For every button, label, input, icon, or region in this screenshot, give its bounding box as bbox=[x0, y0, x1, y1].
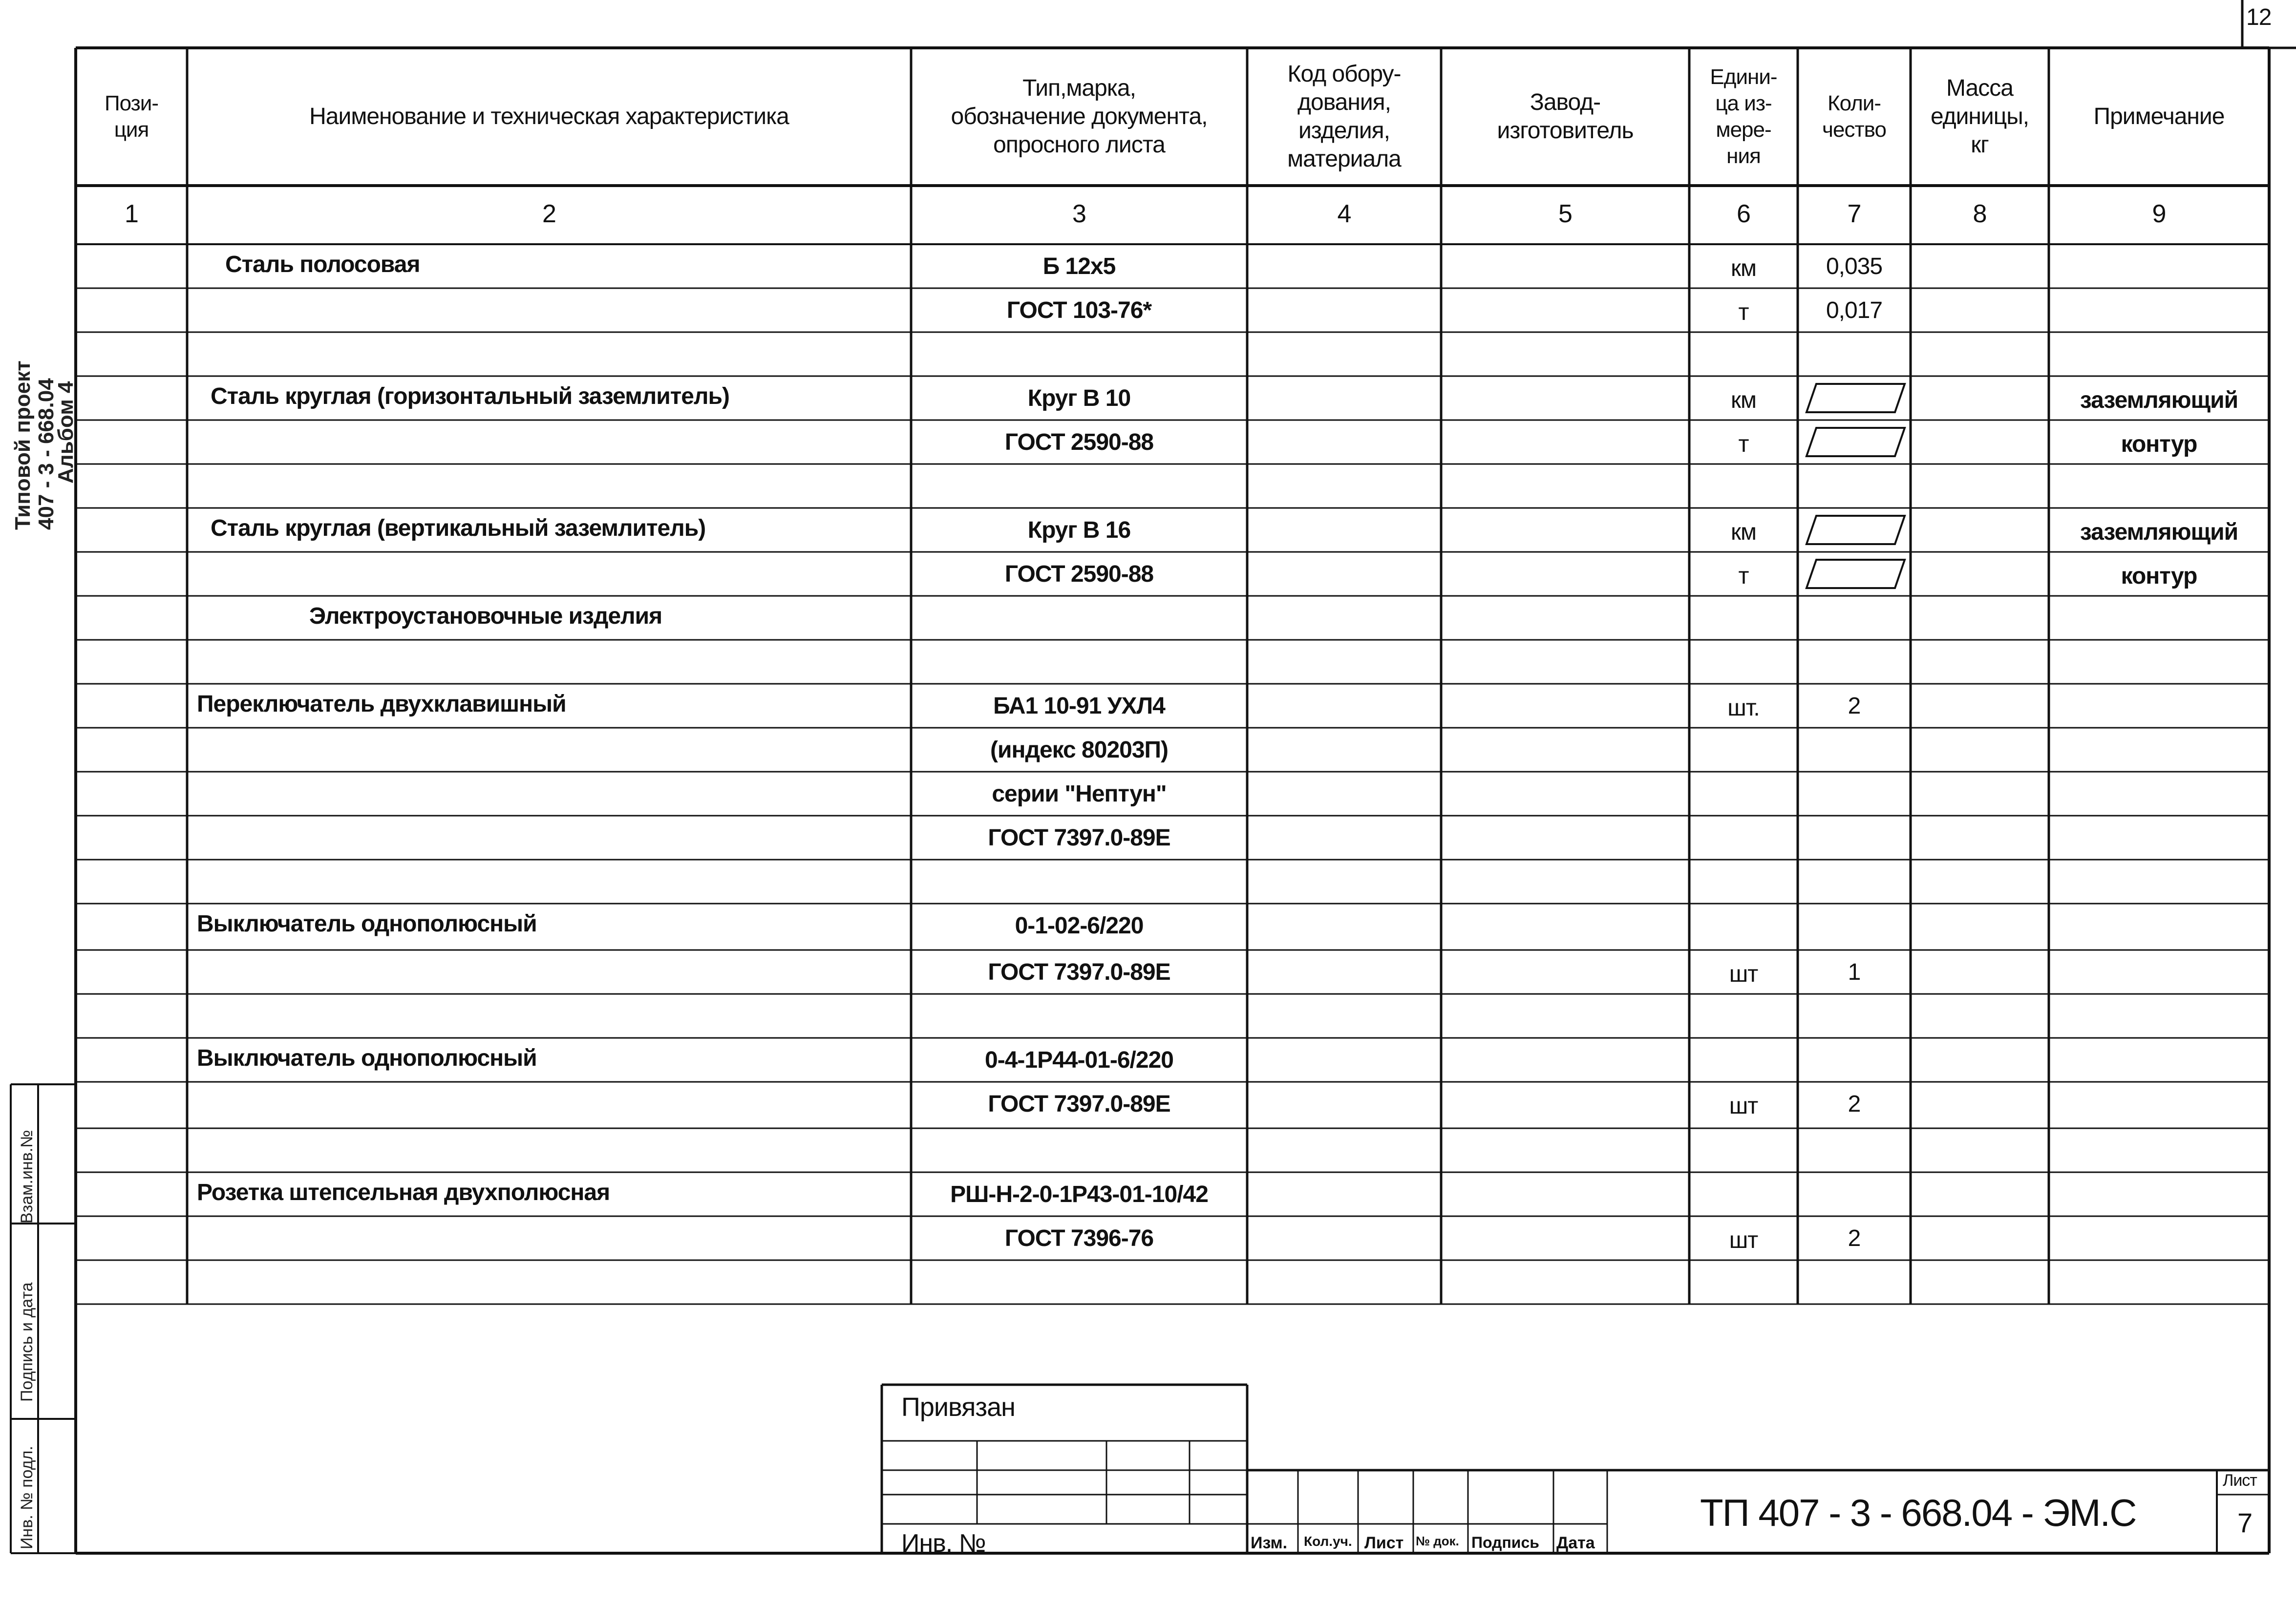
header-cell-1: Пози- ция bbox=[104, 91, 158, 142]
row-name: Сталь круглая (вертикальный заземлитель) bbox=[211, 515, 706, 541]
row-qty: 2 bbox=[1848, 693, 1861, 719]
empty-quantity-mark bbox=[1807, 516, 1905, 544]
stamp-list: Лист bbox=[1364, 1534, 1404, 1552]
column-number-9: 9 bbox=[2152, 200, 2166, 228]
empty-quantity-mark bbox=[1807, 428, 1905, 456]
row-note: контур bbox=[2121, 563, 2197, 589]
row-unit: шт bbox=[1729, 961, 1758, 987]
row-name: Электроустановочные изделия bbox=[309, 603, 662, 629]
column-number-1: 1 bbox=[125, 200, 138, 228]
document-designation: ТП 407 - 3 - 668.04 - ЭМ.С bbox=[1700, 1491, 2136, 1534]
column-number-4: 4 bbox=[1337, 200, 1351, 228]
row-name: Выключатель однополюсный bbox=[197, 911, 537, 937]
row-name: Сталь полосовая bbox=[225, 252, 420, 277]
row-name: Сталь круглая (горизонтальный заземлитель) bbox=[211, 383, 729, 409]
header-cell-2: Наименование и техническая характеристика bbox=[309, 104, 789, 129]
side-project-line2: 407 - 3 - 668.04 bbox=[34, 378, 58, 530]
row-unit: км bbox=[1731, 255, 1756, 281]
column-number-6: 6 bbox=[1737, 200, 1750, 228]
row-unit: т bbox=[1738, 299, 1749, 325]
row-unit: т bbox=[1738, 563, 1749, 589]
side-project-line1: Типовой проект bbox=[11, 360, 35, 530]
row-qty: 0,017 bbox=[1826, 297, 1883, 323]
column-number-3: 3 bbox=[1072, 200, 1086, 228]
side-podpis: Подпись и дата bbox=[18, 1282, 36, 1402]
header-cell-6: Едини- ца из- мере- ния bbox=[1710, 65, 1777, 168]
row-type: (индекс 80203П) bbox=[990, 737, 1169, 763]
column-number-5: 5 bbox=[1558, 200, 1572, 228]
row-name: Выключатель однополюсный bbox=[197, 1045, 537, 1071]
row-unit: т bbox=[1738, 431, 1749, 457]
row-type: ГОСТ 7397.0-89Е bbox=[988, 959, 1170, 985]
column-number-2: 2 bbox=[542, 200, 556, 228]
row-type: РШ-Н-2-0-1Р43-01-10/42 bbox=[950, 1182, 1208, 1207]
header-cell-4: Код обору- дования, изделия, материала bbox=[1287, 61, 1401, 172]
row-type: ГОСТ 7396-76 bbox=[1004, 1225, 1154, 1251]
row-note: заземляющий bbox=[2080, 387, 2238, 413]
row-name: Розетка штепсельная двухполюсная bbox=[197, 1180, 610, 1205]
row-name: Переключатель двухклавишный bbox=[197, 691, 566, 717]
page-number: 12 bbox=[2246, 4, 2272, 30]
sheet-number: 7 bbox=[2237, 1507, 2253, 1538]
row-type: ГОСТ 103-76* bbox=[1006, 297, 1152, 323]
sheet-label: Лист bbox=[2223, 1471, 2257, 1490]
row-qty: 1 bbox=[1848, 959, 1861, 985]
column-number-7: 7 bbox=[1847, 200, 1861, 228]
side-inv-podl: Инв. № подл. bbox=[18, 1446, 36, 1549]
row-type: 0-4-1Р44-01-6/220 bbox=[985, 1047, 1173, 1073]
row-unit: км bbox=[1731, 387, 1756, 413]
stamp-podpis: Подпись bbox=[1471, 1534, 1539, 1551]
header-cell-3: Тип,марка, обозначение документа, опросного листа bbox=[951, 75, 1208, 158]
empty-quantity-mark bbox=[1807, 384, 1905, 412]
row-type: БА1 10-91 УХЛ4 bbox=[993, 693, 1165, 719]
row-type: Круг В 16 bbox=[1027, 517, 1131, 543]
row-type: серии "Нептун" bbox=[992, 781, 1167, 807]
header-cell-7: Коли- чество bbox=[1822, 91, 1886, 142]
row-note: контур bbox=[2121, 431, 2197, 457]
stamp-koluch: Кол.уч. bbox=[1304, 1534, 1352, 1549]
row-qty: 0,035 bbox=[1826, 253, 1883, 279]
row-type: ГОСТ 2590-88 bbox=[1004, 429, 1154, 455]
empty-quantity-mark bbox=[1807, 560, 1905, 588]
stamp-izm: Изм. bbox=[1251, 1534, 1288, 1552]
row-qty: 2 bbox=[1848, 1225, 1861, 1251]
row-type: Круг В 10 bbox=[1027, 385, 1131, 411]
inv-no-label: Инв. № bbox=[901, 1529, 986, 1558]
side-vzam: Взам.инв.№ bbox=[18, 1130, 36, 1224]
privyazan-label: Привязан bbox=[901, 1393, 1015, 1422]
row-unit: км bbox=[1731, 519, 1756, 545]
row-qty: 2 bbox=[1848, 1091, 1861, 1117]
header-cell-8: Масса единицы, кг bbox=[1930, 75, 2029, 158]
row-type: ГОСТ 2590-88 bbox=[1004, 561, 1154, 587]
side-album: Альбом 4 bbox=[54, 381, 78, 484]
header-cell-5: Завод- изготовитель bbox=[1497, 89, 1634, 144]
row-unit: шт. bbox=[1727, 695, 1760, 721]
row-type: ГОСТ 7397.0-89Е bbox=[988, 1091, 1170, 1117]
column-number-8: 8 bbox=[1973, 200, 1987, 228]
stamp-data: Дата bbox=[1556, 1534, 1595, 1552]
row-note: заземляющий bbox=[2080, 519, 2238, 545]
header-cell-9: Примечание bbox=[2093, 104, 2225, 129]
row-type: Б 12х5 bbox=[1042, 253, 1116, 279]
row-type: ГОСТ 7397.0-89Е bbox=[988, 825, 1170, 851]
row-type: 0-1-02-6/220 bbox=[1015, 913, 1144, 939]
row-unit: шт bbox=[1729, 1093, 1758, 1119]
row-unit: шт bbox=[1729, 1227, 1758, 1253]
stamp-ndok: № док. bbox=[1416, 1534, 1459, 1548]
